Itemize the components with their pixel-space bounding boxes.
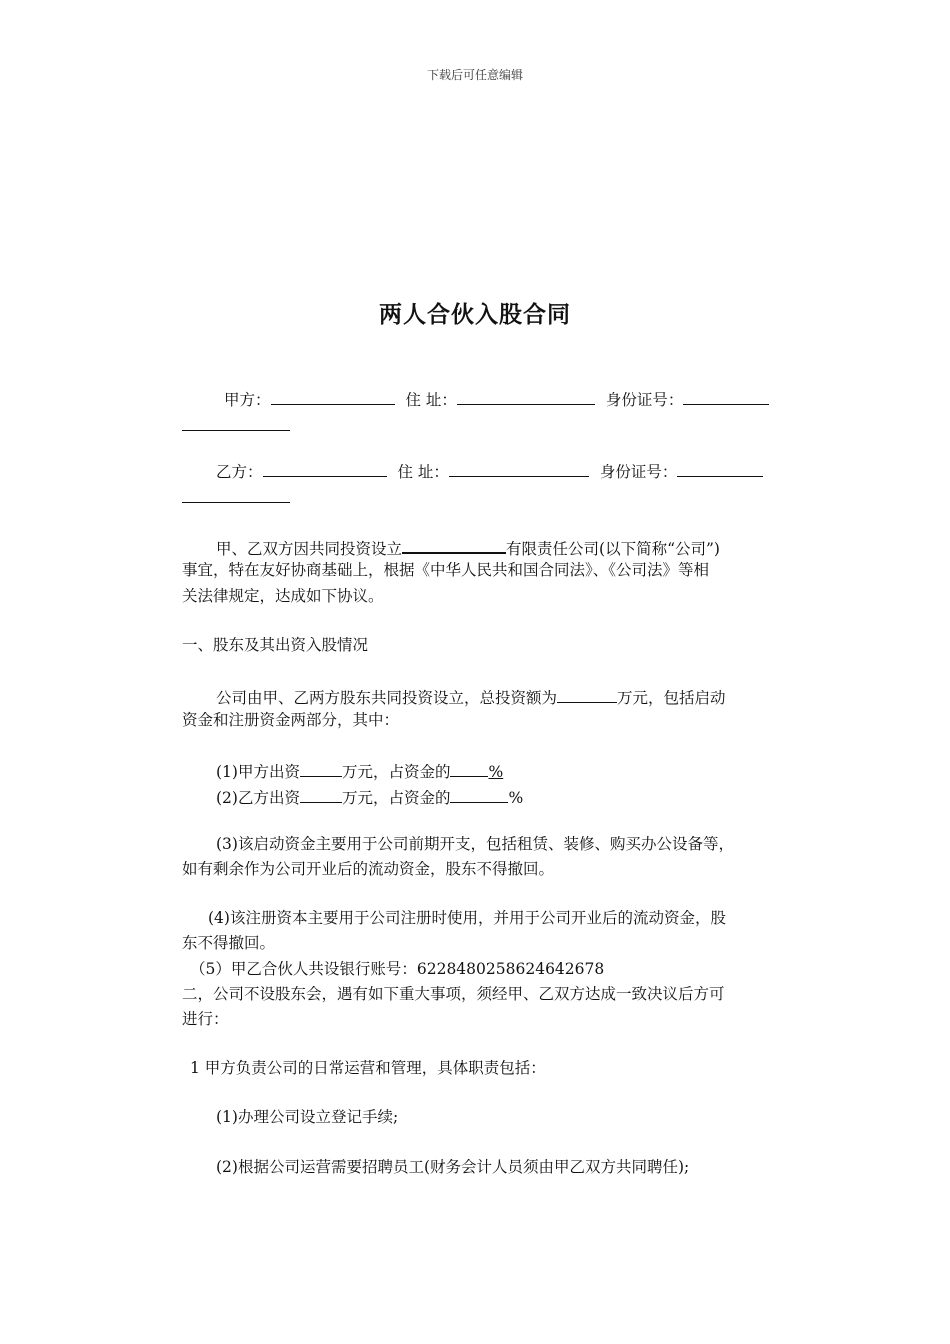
item-3-line-2: 如有剩余作为公司开业后的流动资金，股东不得撤回。: [182, 860, 555, 878]
party-a-name-blank: [271, 390, 395, 405]
duty-2: (2)根据公司运营需要招聘员工(财务会计人员须由甲乙双方共同聘任);: [216, 1158, 690, 1176]
party-b-address-blank: [449, 462, 589, 477]
item-5: （5）甲乙合伙人共设银行账号：6228480258624642678: [190, 960, 605, 978]
party-b-capital-blank: [300, 788, 342, 803]
item2-text-b: 万元，占资金的: [341, 789, 451, 807]
contract-title: 两人合伙入股合同: [379, 301, 571, 328]
item2-text-a: (2)乙方出资: [216, 789, 300, 807]
party-a-id-blank: [683, 390, 769, 405]
party-b-line: [216, 462, 763, 481]
party-a-id-blank-2: [182, 416, 290, 431]
party-a-capital-blank: [300, 762, 342, 777]
intro-text-b: 有限责任公司(以下简称“公司”): [506, 540, 720, 558]
party-a-label: 甲方：: [224, 391, 271, 409]
intro-line-1: [216, 538, 720, 558]
item-1: [216, 762, 503, 781]
party-b-label: 乙方：: [216, 463, 263, 481]
intro-line-2: 事宜，特在友好协商基础上，根据《中华人民共和国合同法》、《公司法》等相: [182, 561, 710, 579]
section1-title: 一、股东及其出资入股情况: [182, 636, 369, 654]
item-3-line-1: (3)该启动资金主要用于公司前期开支，包括租赁、装修、购买办公设备等，: [216, 835, 734, 853]
party-a-share-blank: [450, 762, 488, 777]
total-investment-blank: [557, 688, 617, 703]
party-b-name-blank: [263, 462, 387, 477]
item-2: [216, 788, 523, 807]
item1-percent: %: [488, 763, 504, 781]
investment-text-b: 万元，包括启动: [617, 689, 726, 707]
item-4-line-2: 东不得撤回。: [182, 934, 276, 952]
item-4-line-1: (4)该注册资本主要用于公司注册时使用，并用于公司开业后的流动资金，股: [208, 909, 726, 927]
intro-line-3: 关法律规定，达成如下协议。: [182, 587, 384, 605]
party-b-id-continuation: [182, 488, 290, 507]
party-b-address-label: 住 址：: [397, 463, 449, 481]
company-name-blank: [402, 538, 506, 554]
party-a-id-label: 身份证号：: [605, 391, 684, 409]
party-a-address-blank: [457, 390, 595, 405]
duty-title: 1 甲方负责公司的日常运营和管理，具体职责包括：: [190, 1059, 546, 1077]
party-b-share-blank: [450, 788, 508, 803]
item2-percent: %: [508, 789, 524, 807]
party-b-id-blank-2: [182, 488, 290, 503]
investment-text-a: 公司由甲、乙两方股东共同投资设立，总投资额为: [216, 689, 558, 707]
party-a-line: [224, 390, 769, 409]
party-b-id-label: 身份证号：: [599, 463, 678, 481]
item1-text-b: 万元，占资金的: [341, 763, 451, 781]
section2-line-1: 二，公司不设股东会，遇有如下重大事项，须经甲、乙双方达成一致决议后方可: [182, 985, 725, 1003]
party-b-id-blank: [677, 462, 763, 477]
header-note: 下载后可任意编辑: [426, 68, 523, 82]
investment-line-2: 资金和注册资金两部分，其中：: [182, 711, 400, 729]
party-a-id-continuation: [182, 416, 290, 435]
investment-line-1: [216, 688, 726, 707]
party-a-address-label: 住 址：: [405, 391, 457, 409]
intro-text-a: 甲、乙双方因共同投资设立: [216, 540, 403, 558]
section2-line-2: 进行：: [182, 1010, 229, 1028]
item1-text-a: (1)甲方出资: [216, 763, 300, 781]
duty-1: (1)办理公司设立登记手续;: [216, 1108, 399, 1126]
